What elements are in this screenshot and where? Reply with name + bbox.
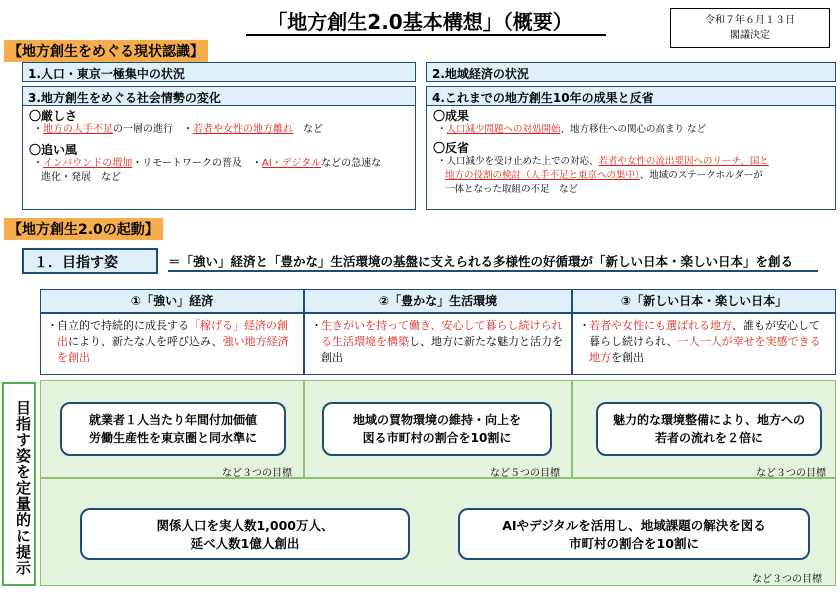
date-box: [670, 8, 830, 48]
box-social-body: [22, 106, 416, 210]
page-title: 「地方創生2.0基本構想」（概要）: [267, 10, 573, 34]
box-social-title: 3.地方創生をめぐる社会情勢の変化: [22, 86, 416, 106]
goal-label: １．目指す姿: [22, 248, 158, 274]
pillar-strong-economy-title: ①「強い」経済: [40, 289, 304, 313]
target-youth-flow: 魅力的な環境整備により、地方への 若者の流れを２倍に: [596, 402, 822, 456]
target-productivity: 就業者１人当たり年間付加価値 労働生産性を東京圏と同水準に: [60, 402, 286, 456]
sub-head-reflection: 〇反省: [433, 141, 470, 155]
pillar-rich-life-title: ②「豊かな」生活環境: [304, 289, 572, 313]
pillar-rich-life-body: ・ 生きがいを持って働き、安心して暮らし続けられる生活環境を構築し、地方に新たな魅力と活力を創出: [304, 313, 572, 375]
sub-head-results: 〇成果: [433, 109, 470, 123]
target-note-1: など３つの目標: [222, 468, 292, 479]
sub-head-severity: 〇厳しさ: [29, 109, 78, 123]
box-results-title: 4.これまでの地方創生10年の成果と反省: [426, 86, 836, 106]
target-ai-digital: AIやデジタルを活用し、地域課題の解決を図る 市町村の割合を10割に: [458, 508, 810, 560]
section-tag-launch: 【地方創生2.0の起動】: [4, 218, 163, 240]
target-shopping: 地域の買物環境の維持・向上を 図る市町村の割合を10割に: [322, 402, 552, 456]
title-underline: [246, 34, 606, 36]
target-note-5: など３つの目標: [752, 574, 822, 585]
tailwind-line-2: 進化・発展 など: [41, 172, 121, 183]
pillar-new-japan-title: ③「新しい日本・楽しい日本」: [572, 289, 836, 313]
results-line: ・人口減少問題への対処開始、地方移住への関心の高まり など: [437, 124, 707, 135]
goal-underline: [168, 270, 818, 272]
box-economy-title: 2.地域経済の状況: [426, 62, 836, 82]
pillar-new-japan-body: ・ 若者や女性にも選ばれる地方、誰もが安心して暮らし続けられ、一人一人が幸せを実感できる地方を創出: [572, 313, 836, 375]
box-population-title: 1.人口・東京一極集中の状況: [22, 62, 416, 82]
pillar-strong-economy-body: ・ 自立的で持続的に成長する「稼げる」経済の創出により、新たな人を呼び込み、強い地方経済を創出: [40, 313, 304, 375]
target-related-population: 関係人口を実人数1,000万人、 延べ人数1億人創出: [80, 508, 410, 560]
goal-statement: ＝「強い」経済と「豊かな」生活環境の基盤に支えられる多様性の好循環が「新しい日本・楽しい日本」を創る: [168, 254, 794, 269]
target-note-2: など５つの目標: [490, 468, 560, 479]
tailwind-line: ・インバウンドの増加・リモートワークの普及 ・AI・デジタルなどの急速な: [33, 158, 382, 169]
reflection-line-2: 地方の役割の検討（人手不足と東京への集中）、地域のステークホルダーが: [445, 170, 763, 181]
section-tag-current: 【地方創生をめぐる現状認識】: [4, 40, 208, 62]
quantitative-side-label: 目指す姿を定量的に提示: [2, 382, 36, 586]
target-note-3: など３つの目標: [756, 468, 826, 479]
box-results-body: [426, 106, 836, 210]
severity-line: ・地方の人手不足の一層の進行 ・若者や女性の地方離れ など: [33, 124, 323, 135]
reflection-line: ・人口減少を受け止めた上での対応、若者や女性の流出要因へのリーチ、国と: [437, 156, 769, 167]
date-text: 令和７年６月１３日: [705, 15, 795, 26]
sub-head-tailwind: 〇追い風: [29, 143, 78, 157]
reflection-line-3: 一体となった取組の不足 など: [445, 184, 579, 195]
decision-text: 閣議決定: [730, 30, 770, 41]
